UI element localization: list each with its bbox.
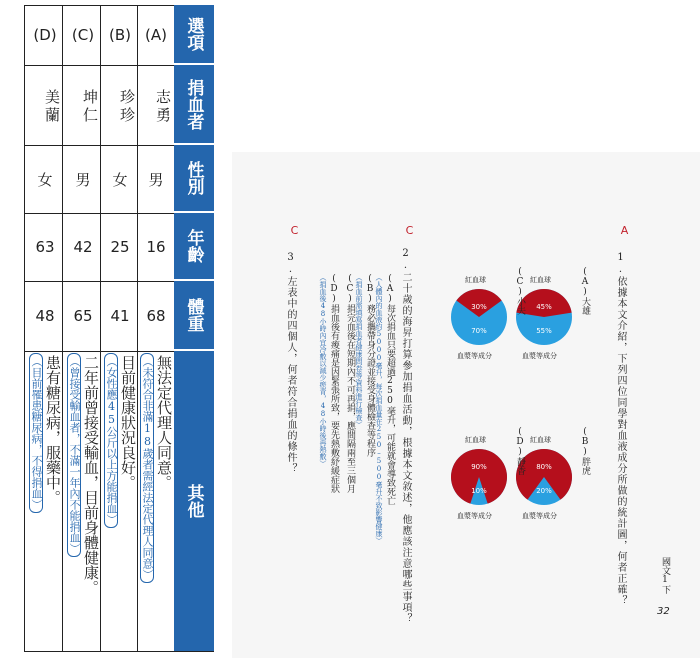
worksheet-page bbox=[232, 152, 700, 658]
q2-option-b bbox=[364, 274, 375, 634]
pie-blue-value: 70% bbox=[471, 327, 487, 335]
table-divider bbox=[24, 145, 174, 146]
q3-answer bbox=[288, 224, 300, 242]
pie-bottom-label: 血漿等成分 bbox=[522, 352, 557, 360]
row-age: 63 bbox=[35, 238, 55, 256]
option-label: (D) bbox=[329, 274, 339, 304]
pie-red-value: 80% bbox=[536, 463, 552, 471]
row-other bbox=[138, 351, 174, 651]
header-age: 年齡 bbox=[174, 213, 214, 281]
row-sex: 女 bbox=[110, 171, 129, 187]
pie-owner-label: (C)小夫 bbox=[515, 267, 525, 315]
q2-option-b-note: （捐血前需填寫捐血者健康問卷等資料進行檢查） bbox=[355, 274, 363, 428]
row-other-text: 患有糖尿病，服藥中。 bbox=[44, 355, 62, 505]
row-age: 25 bbox=[110, 238, 130, 256]
pie-red-value: 30% bbox=[471, 303, 487, 311]
table-divider bbox=[137, 5, 138, 651]
row-weight: 41 bbox=[110, 307, 130, 325]
q2-option-c bbox=[344, 274, 355, 634]
header-other: 其他 bbox=[183, 484, 204, 518]
row-other-text: 無法定代理人同意。 bbox=[155, 355, 173, 490]
header-sex: 性別 bbox=[174, 145, 214, 213]
row-sex: 男 bbox=[73, 171, 92, 187]
table-border bbox=[24, 651, 214, 652]
pie-bottom-label: 血漿等成分 bbox=[457, 512, 492, 520]
row-weight: 48 bbox=[35, 307, 55, 325]
table-divider bbox=[100, 5, 101, 651]
pie-owner-label: (B)胖虎 bbox=[580, 427, 590, 475]
option-text: 捐血後有痠痛是因緊張所致，要先熱敷紓緩症狀 bbox=[329, 304, 339, 493]
pie-top-label: 紅血球 bbox=[465, 276, 486, 284]
row-other bbox=[27, 351, 63, 651]
row-name: 美蘭 bbox=[43, 89, 61, 125]
row-other-text: 二年前曾接受輸血，目前身體健康。 bbox=[82, 355, 100, 595]
row-other-note: （目前罹患糖尿病，不得捐血） bbox=[29, 353, 43, 513]
row-other-text: 目前健康狀況良好。 bbox=[119, 355, 137, 490]
option-label: (C) bbox=[345, 274, 355, 304]
row-option: (A) bbox=[145, 26, 167, 44]
row-sex: 男 bbox=[146, 171, 165, 187]
pie-red-value: 90% bbox=[471, 463, 487, 471]
option-text: 務必攜帶身分證並接受身體檢查等程序 bbox=[365, 304, 375, 457]
table-divider bbox=[24, 65, 174, 66]
q1-stem: 1.依據本文介紹，下列四位同學對血液成分所做的統計圖，何者正確？ bbox=[615, 252, 626, 606]
row-option: (D) bbox=[33, 26, 57, 44]
q2-option-a-note: （人體內的血液約5000毫升，每次捐血量在250–500毫升不致影響健康） bbox=[375, 274, 383, 544]
q2-option-d-note: （捐血後48小時內宜冷敷以減少瘀青，48小時後再熱敷） bbox=[319, 274, 327, 467]
row-option: (B) bbox=[109, 26, 131, 44]
row-other bbox=[102, 351, 138, 651]
row-weight: 65 bbox=[73, 307, 93, 325]
q2-answer bbox=[403, 224, 415, 242]
header-option: 選項 bbox=[174, 5, 214, 65]
pie-chart-小夫 bbox=[437, 267, 527, 377]
book-title: 國文1下 bbox=[660, 557, 670, 594]
row-age: 42 bbox=[73, 238, 93, 256]
pie-top-label: 紅血球 bbox=[465, 436, 486, 444]
row-option: (C) bbox=[71, 26, 95, 44]
table-divider bbox=[24, 351, 174, 352]
pie-svg bbox=[449, 447, 509, 507]
pie-owner-label: (D)靜香 bbox=[515, 427, 525, 475]
table-divider bbox=[62, 5, 63, 651]
row-other-note: （未符合非滿18歲者需經法定代理人同意） bbox=[140, 353, 154, 583]
row-age: 16 bbox=[146, 238, 166, 256]
row-weight: 68 bbox=[146, 307, 166, 325]
table-divider bbox=[24, 5, 174, 6]
donor-table bbox=[0, 0, 222, 658]
row-other bbox=[65, 351, 101, 651]
row-sex: 女 bbox=[35, 171, 54, 187]
table-border bbox=[24, 5, 25, 651]
q2-option-d bbox=[328, 274, 339, 634]
q2-stem: 2.二十歲的海昇打算參加捐血活動，根據本文敘述，他應該注意哪些事項？ bbox=[400, 248, 411, 624]
q1-answer bbox=[618, 224, 630, 242]
header-weight: 體重 bbox=[174, 281, 214, 351]
answer-c-marker: C bbox=[288, 224, 301, 238]
pie-svg bbox=[449, 287, 509, 347]
q2-option-a bbox=[384, 274, 395, 634]
pie-chart-靜香 bbox=[437, 427, 527, 537]
row-other-note: （女性應45公斤以上方能捐血） bbox=[104, 353, 118, 528]
q3-stem: 3.左表中的四個人，何者符合捐血的條件？ bbox=[285, 252, 296, 474]
answer-a-marker: A bbox=[618, 224, 631, 238]
option-text: 捐完血後在短期內不可再捐，應間隔兩至三個月 bbox=[345, 304, 355, 493]
option-label: (A) bbox=[385, 274, 395, 304]
table-divider bbox=[24, 213, 174, 214]
pie-red-value: 45% bbox=[536, 303, 552, 311]
row-name: 志勇 bbox=[154, 89, 172, 125]
pie-blue-value: 10% bbox=[471, 487, 487, 495]
row-other-note: （曾接受輸血者，不滿一年內不能捐血） bbox=[67, 353, 81, 557]
header-donor: 捐血者 bbox=[174, 65, 214, 145]
pie-blue-value: 20% bbox=[536, 487, 552, 495]
row-name: 珍珍 bbox=[118, 89, 136, 125]
option-text: 每次捐血只要超過250毫升，可能就會導致死亡 bbox=[385, 304, 395, 505]
answer-c-marker: C bbox=[403, 224, 416, 238]
pie-top-label: 紅血球 bbox=[530, 436, 551, 444]
row-name: 坤仁 bbox=[81, 89, 99, 125]
pie-top-label: 紅血球 bbox=[530, 276, 551, 284]
pie-blue-value: 55% bbox=[536, 327, 552, 335]
page-number: 32 bbox=[657, 606, 670, 617]
table-header-column bbox=[174, 5, 214, 651]
option-label: (B) bbox=[365, 274, 375, 304]
pie-bottom-label: 血漿等成分 bbox=[457, 352, 492, 360]
pie-bottom-label: 血漿等成分 bbox=[522, 512, 557, 520]
table-divider bbox=[24, 281, 174, 282]
pie-owner-label: (A)大雄 bbox=[580, 267, 590, 315]
